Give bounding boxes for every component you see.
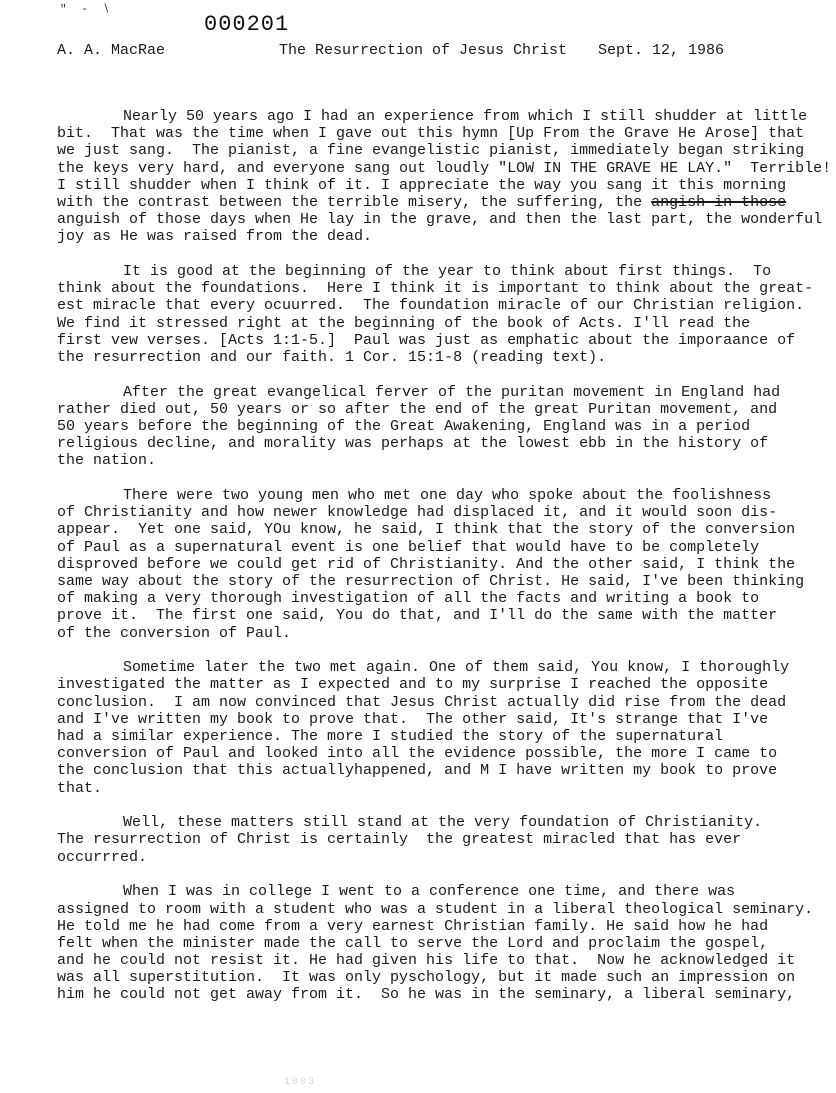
text-line: of Paul as a supernatural event is one belief that would have to be completely xyxy=(57,538,760,556)
paragraph xyxy=(57,814,797,866)
text-line: and I've written my book to prove that. The other said, It's strange that I've xyxy=(57,710,769,728)
text-line: conversion of Paul and looked into all the evidence possible, the more I came to xyxy=(57,745,778,763)
text-line: conclusion. I am now convinced that Jesus Christ actually did rise from the dead xyxy=(57,693,787,711)
text-line: We find it stressed right at the beginning of the book of Acts. I'll read the xyxy=(57,314,751,332)
text-line: assigned to room with a student who was a student in a liberal theological seminary. xyxy=(57,900,814,918)
header-title: The Resurrection of Jesus Christ xyxy=(279,42,568,59)
document-number: 000201 xyxy=(204,12,290,37)
corner-marks: " - ∖ xyxy=(60,4,114,16)
text-line: est miracle that every ocuurred. The foundation miracle of our Christian religion. xyxy=(57,297,805,315)
text-line: we just sang. The pianist, a fine evangelistic pianist, immediately began striking xyxy=(57,142,805,160)
text-line: prove it. The first one said, You do that, and I'll do the same with the matter xyxy=(57,607,778,625)
text-line: disproved before we could get rid of Christianity. And the other said, I think the xyxy=(57,555,796,573)
text-line: investigated the matter as I expected and to my surprise I reached the opposite xyxy=(57,676,769,694)
page-header xyxy=(57,42,737,62)
text-line: joy as He was raised from the dead. xyxy=(57,228,373,246)
text-line xyxy=(57,194,797,211)
text-line: had a similar experience. The more I studied the story of the supernatural xyxy=(57,728,724,745)
header-date: Sept. 12, 1986 xyxy=(598,42,725,59)
faint-page-number: 1003 xyxy=(284,1077,317,1088)
text-line: the conclusion that this actuallyhappened, and M I have written my book to prove xyxy=(57,762,778,780)
text-line: Well, these matters still stand at the very foundation of Christianity. xyxy=(123,814,763,832)
text-line: The resurrection of Christ is certainly the greatest miracled that has ever xyxy=(57,831,742,849)
text-segment: with the contrast between the terrible misery, the suffering, the xyxy=(57,193,652,211)
text-line: anguish of those days when He lay in the grave, and then the last part, the wonderful xyxy=(57,211,823,229)
text-line: rather died out, 50 years or so after the end of the great Puritan movement, and xyxy=(57,400,778,418)
text-line: There were two young men who met one day who spoke about the foolishness xyxy=(123,487,772,505)
text-line: bit. That was the time when I gave out this hymn [Up From the Grave He Arose] that xyxy=(57,125,805,143)
text-line: I still shudder when I think of it. I appreciate the way you sang it this morning xyxy=(57,176,787,194)
paragraph xyxy=(57,659,797,797)
text-line: Nearly 50 years ago I had an experience from which I still shudder at little xyxy=(123,108,808,125)
text-line: 50 years before the beginning of the Great Awakening, England was in a period xyxy=(57,418,751,435)
text-line: felt when the minister made the call to serve the Lord and proclaim the gospel, xyxy=(57,934,769,952)
text-line: was all superstitution. It was only pyschology, but it made such an impression on xyxy=(57,969,796,987)
paragraph xyxy=(57,384,797,470)
text-line: occurrred. xyxy=(57,848,148,866)
text-line: the keys very hard, and everyone sang out loudly "LOW IN THE GRAVE HE LAY." Terrible! xyxy=(57,159,832,177)
text-line: of making a very thorough investigation of all the facts and writing a book to xyxy=(57,590,760,608)
text-line: and he could not resist it. He had given his life to that. Now he acknowledged it xyxy=(57,952,796,970)
text-line: him he could not get away from it. So he was in the seminary, a liberal seminary, xyxy=(57,986,796,1004)
text-line: He told me he had come from a very earnest Christian family. He said how he had xyxy=(57,917,769,935)
paragraph xyxy=(57,108,832,246)
text-line: of Christianity and how newer knowledge had displaced it, and it would soon dis- xyxy=(57,504,778,522)
paragraph xyxy=(57,883,814,1004)
text-line: religious decline, and morality was perhaps at the lowest ebb in the history of xyxy=(57,435,769,453)
paragraph xyxy=(57,487,805,642)
text-line: When I was in college I went to a conference one time, and there was xyxy=(123,883,736,901)
struck-text: angish in those xyxy=(651,193,787,211)
paragraph xyxy=(57,263,814,366)
text-line: the nation. xyxy=(57,452,157,470)
header-author: A. A. MacRae xyxy=(57,42,166,59)
text-line: Sometime later the two met again. One of them said, You know, I thoroughly xyxy=(123,659,790,677)
text-line: that. xyxy=(57,779,103,797)
text-line: first vew verses. [Acts 1:1-5.] Paul was just as emphatic about the imporaance of xyxy=(57,331,796,349)
text-line: of the conversion of Paul. xyxy=(57,624,292,642)
text-line: same way about the story of the resurrection of Christ. He said, I've been thinking xyxy=(57,573,805,590)
text-line: the resurrection and our faith. 1 Cor. 15:1-8 (reading text). xyxy=(57,348,607,366)
document-body xyxy=(57,108,832,1021)
text-line: It is good at the beginning of the year to think about first things. To xyxy=(123,263,772,280)
text-line: After the great evangelical ferver of the puritan movement in England had xyxy=(123,383,781,401)
text-line: think about the foundations. Here I think it is important to think about the great- xyxy=(57,280,814,298)
text-line: appear. Yet one said, YOu know, he said, I think that the story of the conversion xyxy=(57,521,796,539)
